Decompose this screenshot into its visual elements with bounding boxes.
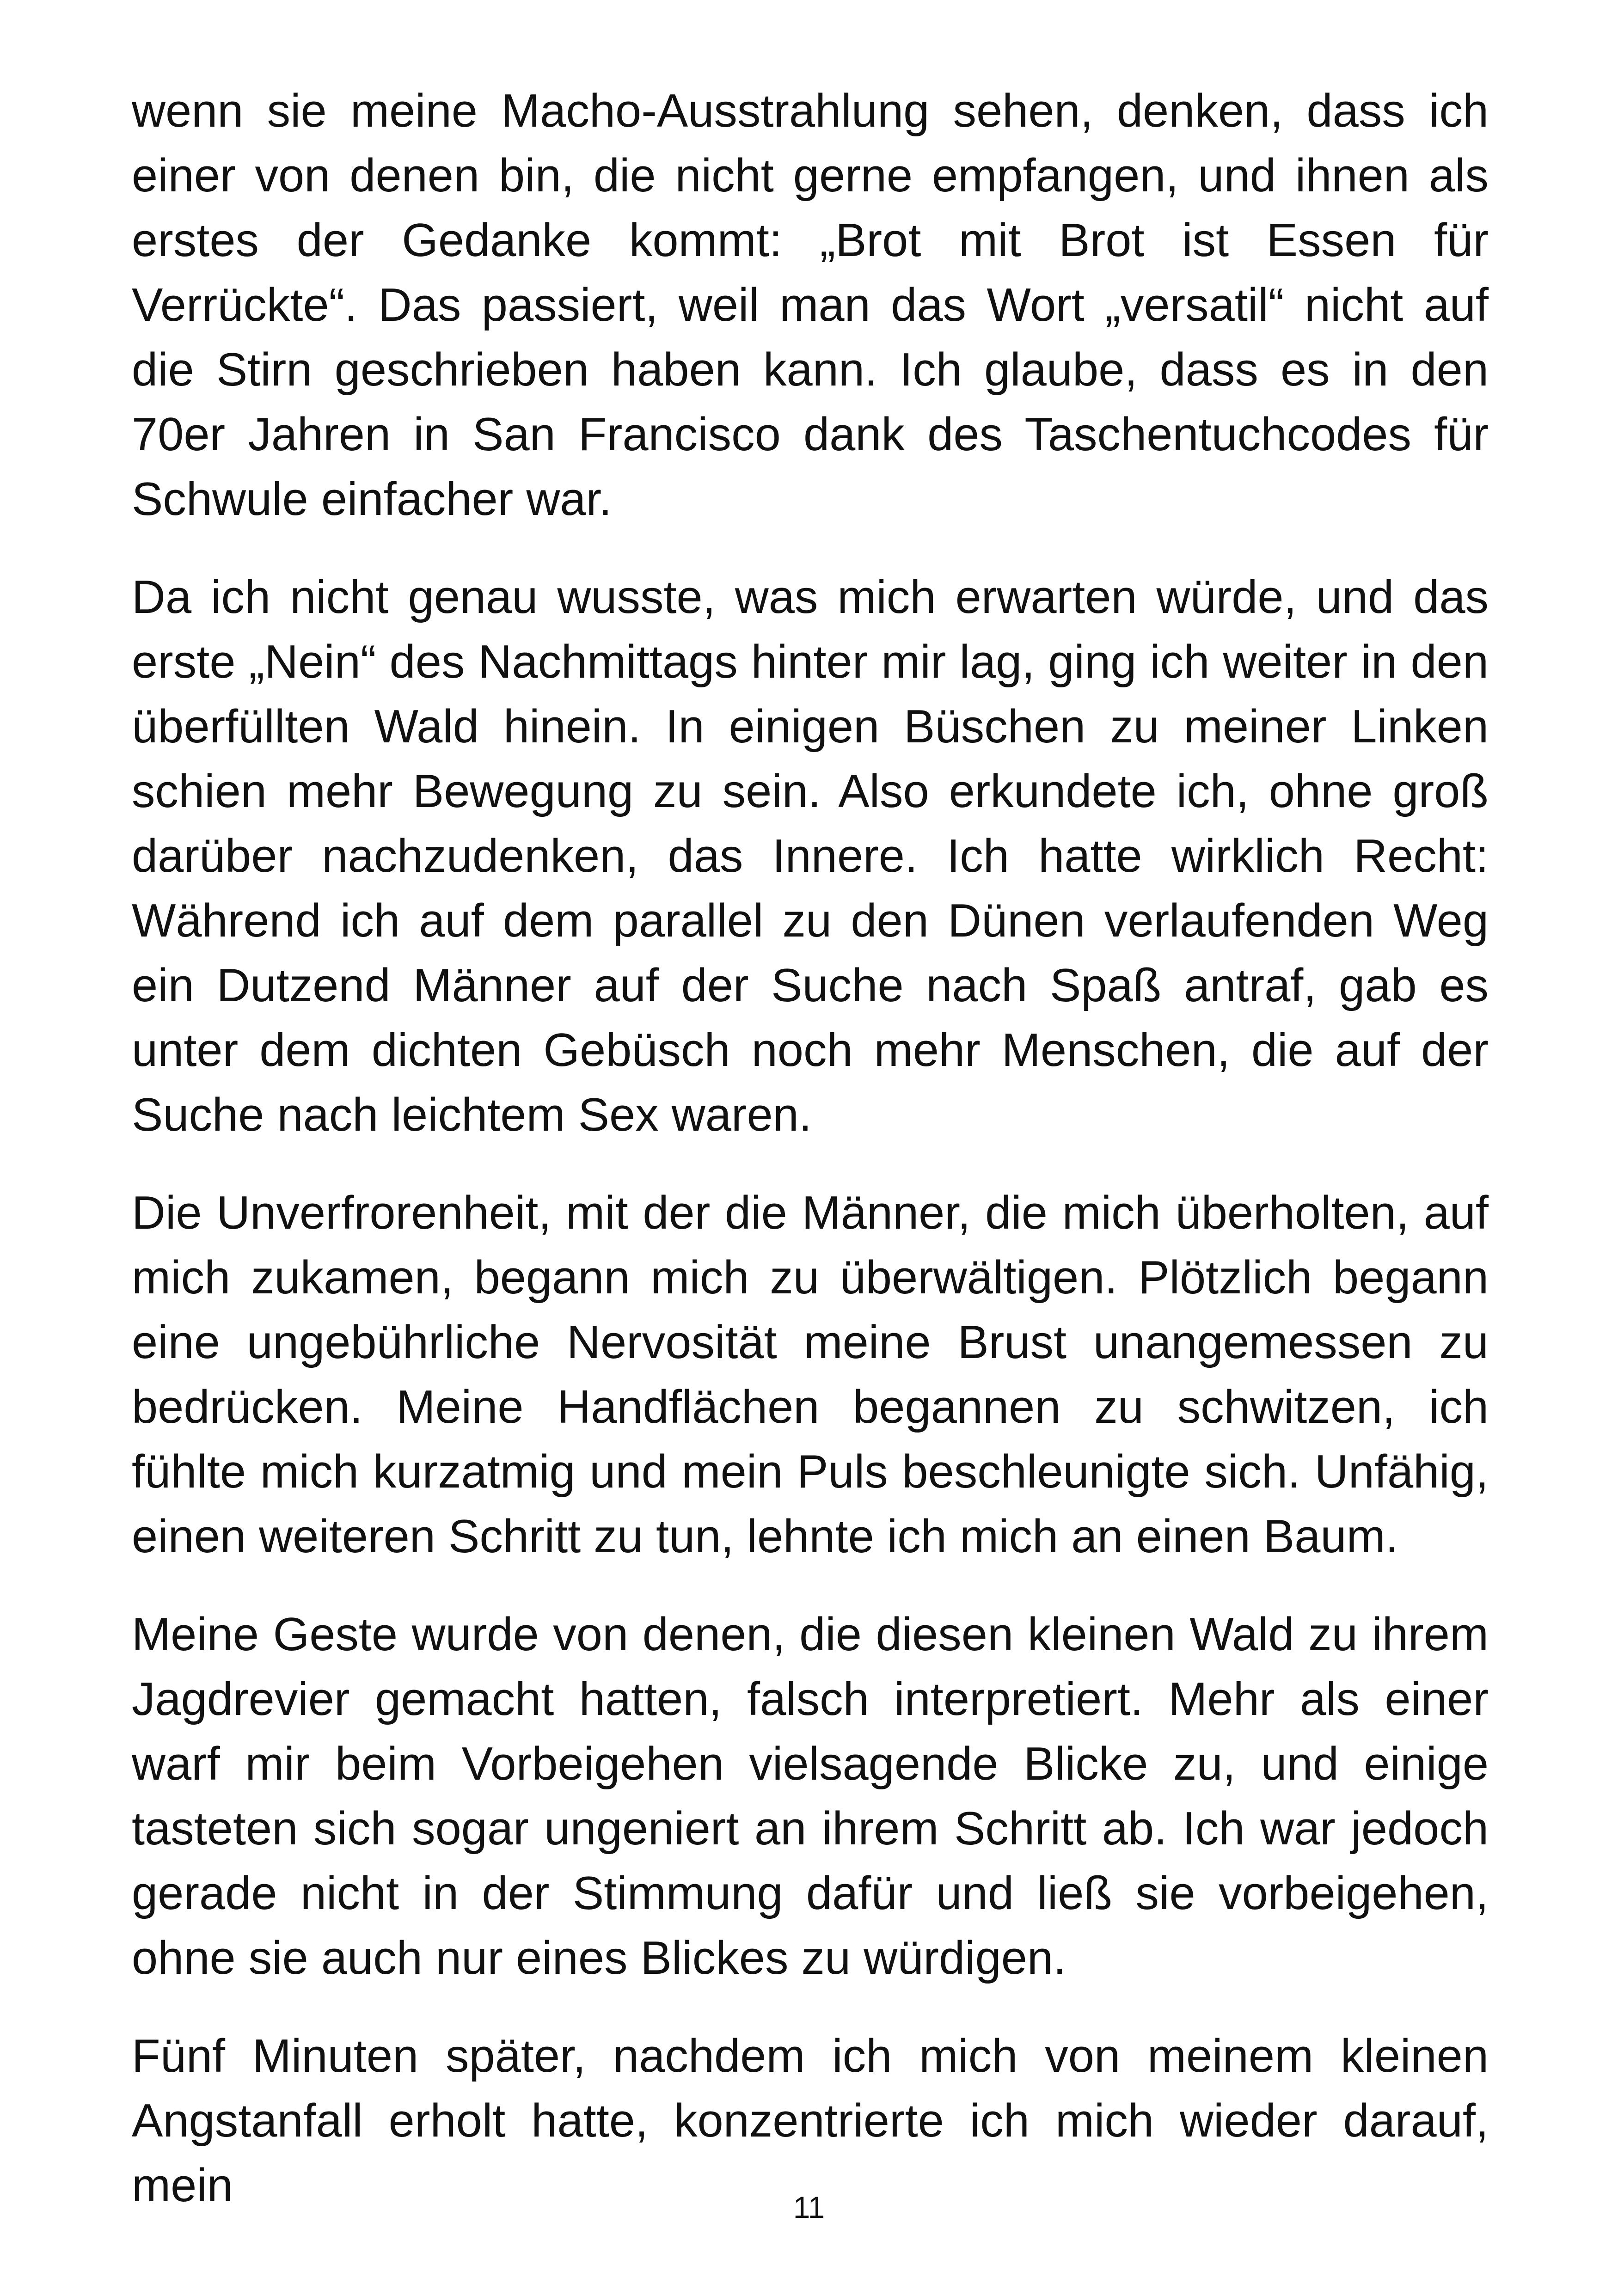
paragraph-3: Die Unverfrorenheit, mit der die Männer, die mich überholten, auf mich zukamen, begann mich zu überwältigen. Plötzlich begann eine ungebührliche Nervosität meine Brust unangemessen zu bedrücken. Meine Handflächen begannen zu schwitzen, ich fühlte mich kurzatmig und mein Puls beschleunigte sich. Unfähig, einen weiteren Schritt zu tun, lehnte ich mich an einen Baum. — [132, 1187, 1489, 1562]
paragraph-1: wenn sie meine Macho-Ausstrahlung sehen, denken, dass ich einer von denen bin, die nicht gerne empfangen, und ihnen als erstes der Gedanke kommt: „Brot mit Brot ist Essen für Verrückte“. Das passiert, weil man das Wort „versatil“ nicht auf die Stirn geschrieben haben kann. Ich glaube, dass es in den 70er Jahren in San Francisco dank des Taschentuchcodes für Schwule einfacher war. — [132, 85, 1489, 525]
paragraph-5: Fünf Minuten später, nachdem ich mich von meinem kleinen Angstanfall erholt hatte, konzentrierte ich mich wieder darauf, mein — [132, 2030, 1489, 2211]
page-number: 11 — [793, 2190, 825, 2224]
paragraph-4: Meine Geste wurde von denen, die diesen kleinen Wald zu ihrem Jagdrevier gemacht hatten, falsch interpretiert. Mehr als einer warf mir beim Vorbeigehen vielsagende Blicke zu, und einige tasteten sich sogar ungeniert an ihrem Schritt ab. Ich war jedoch gerade nicht in der Stimmung dafür und ließ sie vorbeigehen, ohne sie auch nur eines Blickes zu würdigen. — [132, 1609, 1489, 1984]
paragraph-2: Da ich nicht genau wusste, was mich erwarten würde, und das erste „Nein“ des Nachmittags hinter mir lag, ging ich weiter in den überfüllten Wald hinein. In einigen Büschen zu meiner Linken schien mehr Bewegung zu sein. Also erkundete ich, ohne groß darüber nachzudenken, das Innere. Ich hatte wirklich Recht: Während ich auf dem parallel zu den Dünen verlaufenden Weg ein Dutzend Männer auf der Suche nach Spaß antraf, gab es unter dem dichten Gebüsch noch mehr Menschen, die auf der Suche nach leichtem Sex waren. — [132, 571, 1489, 1141]
body-text — [132, 79, 1489, 2218]
